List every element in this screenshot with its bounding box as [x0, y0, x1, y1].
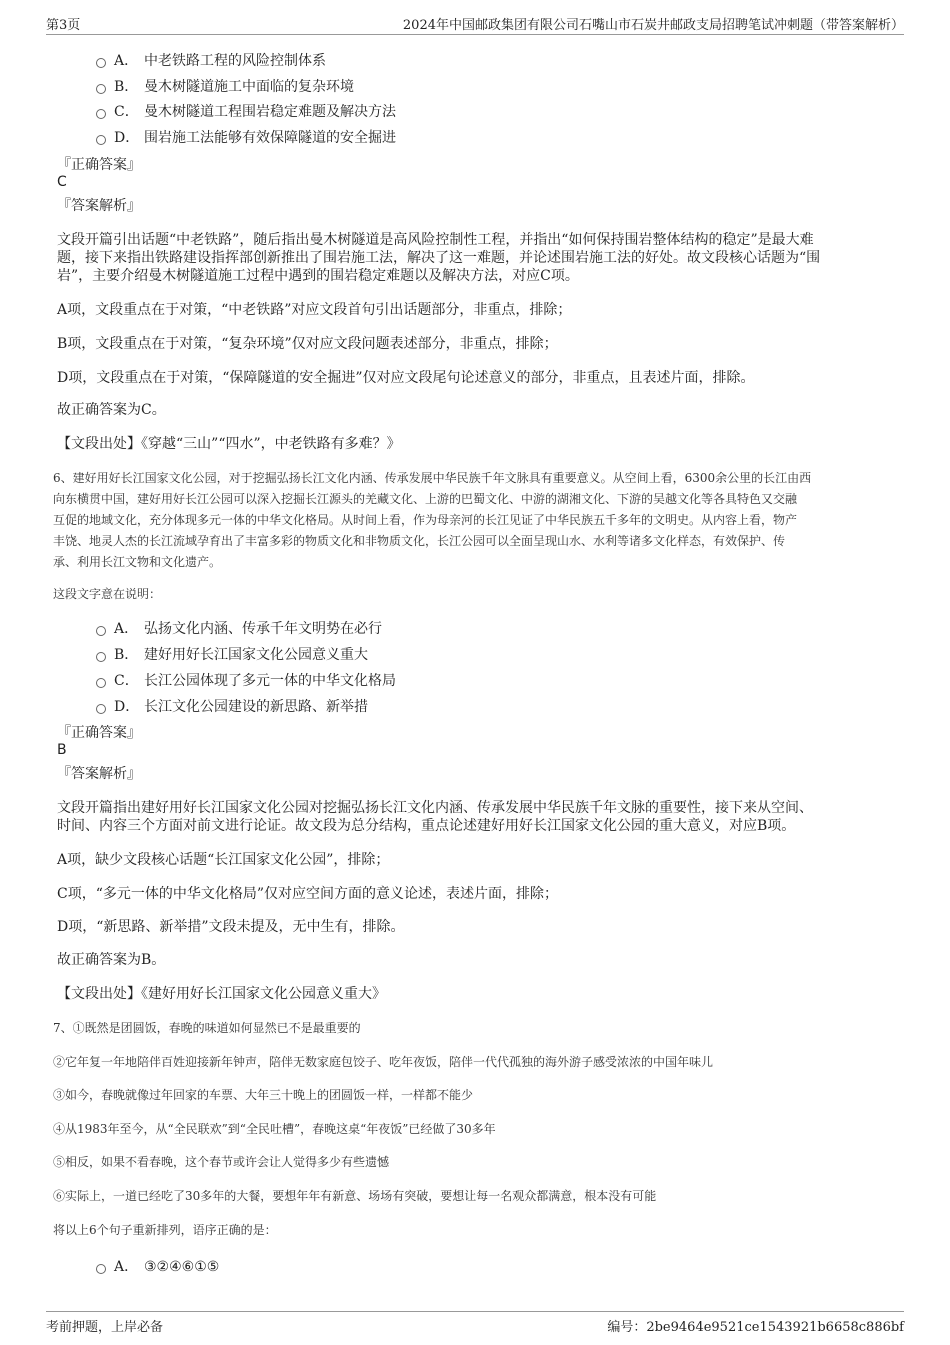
- radio-icon[interactable]: [96, 626, 106, 636]
- q6-source: 【文段出处】《建好用好长江国家文化公园意义重大》: [57, 986, 386, 1002]
- q6-option-a[interactable]: A． 弘扬文化内涵、传承千年文明势在必行: [96, 618, 382, 638]
- q6-stem-line4: 丰饶、地灵人杰的长江流域孕育出了丰富多彩的物质文化和非物质文化，长江公园可以全面呈现山水、水利等诸多文化样态，有效保护、传: [53, 534, 786, 548]
- q6-prompt: 这段文字意在说明：: [53, 587, 162, 601]
- q6-option-a-note: A项，缺少文段核心话题“长江国家文化公园”，排除；: [57, 852, 390, 868]
- q6-analysis-line2: 时间、内容三个方面对前文进行论证。故文段为总分结构，重点论述建好用好长江国家文化公园的重大意义，对应B项。: [57, 818, 796, 834]
- q7-sentence-4: ④从1983年至今，从“全民联欢”到“全民吐槽”，春晚这桌“年夜饭”已经做了30多年: [53, 1122, 496, 1136]
- q6-option-b[interactable]: B． 建好用好长江国家文化公园意义重大: [96, 644, 368, 664]
- q6-analysis-label: 『答案解析』: [57, 766, 141, 782]
- q5-option-b[interactable]: B． 曼木树隧道施工中面临的复杂环境: [96, 76, 354, 96]
- q7-option-a[interactable]: A． ③②④⑥①⑤: [96, 1256, 219, 1276]
- document-id: 编号：2be9464e9521ce1543921b6658c886bf: [607, 1320, 904, 1335]
- document-title: 2024年中国邮政集团有限公司石嘴山市石炭井邮政支局招聘笔试冲刺题（带答案解析）: [402, 18, 904, 33]
- radio-icon[interactable]: [96, 1264, 106, 1274]
- q7-sentence-3: ③如今，春晚就像过年回家的车票、大年三十晚上的团圆饭一样，一样都不能少: [53, 1088, 474, 1102]
- q6-stem-line1: 6、建好用好长江国家文化公园，对于挖掘弘扬长江文化内涵、传承发展中华民族千年文脉具有重要意义。从空间上看，6300余公里的长江由西: [53, 471, 812, 485]
- q6-stem-line5: 承、利用长江文物和文化遗产。: [53, 555, 222, 569]
- q5-option-a[interactable]: A． 中老铁路工程的风险控制体系: [96, 50, 326, 70]
- radio-icon[interactable]: [96, 58, 106, 68]
- q5-option-a-note: A项，文段重点在于对策，“中老铁路”对应文段首句引出话题部分，非重点，排除；: [57, 302, 572, 318]
- q6-option-d-note: D项，“新思路、新举措”文段未提及，无中生有，排除。: [57, 919, 405, 935]
- q7-sentence-2: ②它年复一年地陪伴百姓迎接新年钟声，陪伴无数家庭包饺子、吃年夜饭，陪伴一代代孤独的海外游子感受浓浓的中国年味儿: [53, 1055, 714, 1069]
- radio-icon[interactable]: [96, 704, 106, 714]
- page-number: 第3页: [46, 18, 81, 33]
- radio-icon[interactable]: [96, 652, 106, 662]
- q7-sentence-1: 7、①既然是团圆饭，春晚的味道如何显然已不是最重要的: [53, 1021, 361, 1035]
- q5-option-d-note: D项，文段重点在于对策，“保障隧道的安全掘进”仅对应文段尾句论述意义的部分，非重点，且表述片面，排除。: [57, 370, 755, 386]
- radio-icon[interactable]: [96, 84, 106, 94]
- q5-answer: C: [57, 174, 67, 190]
- page-header: [46, 14, 904, 35]
- q6-option-d[interactable]: D． 长江文化公园建设的新思路、新举措: [96, 696, 368, 716]
- q5-analysis-line3: 岩”，主要介绍曼木树隧道施工过程中遇到的围岩稳定难题以及解决方法，对应C项。: [57, 268, 579, 284]
- radio-icon[interactable]: [96, 678, 106, 688]
- q7-sentence-6: ⑥实际上，一道已经吃了30多年的大餐，要想年年有新意、场场有突破，要想让每一名观众都满意，根本没有可能: [53, 1189, 657, 1203]
- page-footer: [46, 1311, 904, 1334]
- q6-analysis-line1: 文段开篇指出建好用好长江国家文化公园对挖掘弘扬长江文化内涵、传承发展中华民族千年文脉的重要性，接下来从空间、: [57, 800, 813, 816]
- q7-sentence-5: ⑤相反，如果不看春晚，这个春节或许会让人觉得多少有些遗憾: [53, 1155, 390, 1169]
- q5-answer-label: 『正确答案』: [57, 157, 141, 173]
- q6-answer: B: [57, 742, 67, 758]
- q5-source: 【文段出处】《穿越“三山”“四水”，中老铁路有多难？》: [57, 436, 401, 452]
- q6-option-c-note: C项，“多元一体的中华文化格局”仅对应空间方面的意义论述，表述片面，排除；: [57, 886, 559, 902]
- q5-analysis-line2: 题，接下来指出铁路建设指挥部创新推出了围岩施工法，解决了这一难题，并论述围岩施工法的好处。故文段核心话题为“围: [57, 250, 821, 266]
- q5-option-c[interactable]: C． 曼木树隧道工程围岩稳定难题及解决方法: [96, 101, 396, 121]
- radio-icon[interactable]: [96, 135, 106, 145]
- q5-option-d[interactable]: D． 围岩施工法能够有效保障隧道的安全掘进: [96, 127, 396, 147]
- q7-prompt: 将以上6个句子重新排列，语序正确的是：: [53, 1223, 277, 1237]
- q5-option-b-note: B项，文段重点在于对策，“复杂环境”仅对应文段问题表述部分，非重点，排除；: [57, 336, 558, 352]
- q6-stem-line3: 互促的地域文化，充分体现多元一体的中华文化格局。从时间上看，作为母亲河的长江见证了中华民族五千多年的文明史。从内容上看，物产: [53, 513, 798, 527]
- q5-analysis-label: 『答案解析』: [57, 198, 141, 214]
- q6-stem-line2: 向东横贯中国，建好用好长江公园可以深入挖掘长江源头的羌藏文化、上游的巴蜀文化、中游的湖湘文化、下游的吴越文化等各具特色又交融: [53, 492, 798, 506]
- q5-conclusion: 故正确答案为C。: [57, 402, 166, 418]
- q6-conclusion: 故正确答案为B。: [57, 952, 166, 968]
- radio-icon[interactable]: [96, 109, 106, 119]
- q5-analysis-line1: 文段开篇引出话题“中老铁路”，随后指出曼木树隧道是高风险控制性工程，并指出“如何保持围岩整体结构的稳定”是最大难: [57, 232, 814, 248]
- footer-slogan: 考前押题，上岸必备: [46, 1320, 164, 1335]
- q6-answer-label: 『正确答案』: [57, 725, 141, 741]
- q6-option-c[interactable]: C． 长江公园体现了多元一体的中华文化格局: [96, 670, 396, 690]
